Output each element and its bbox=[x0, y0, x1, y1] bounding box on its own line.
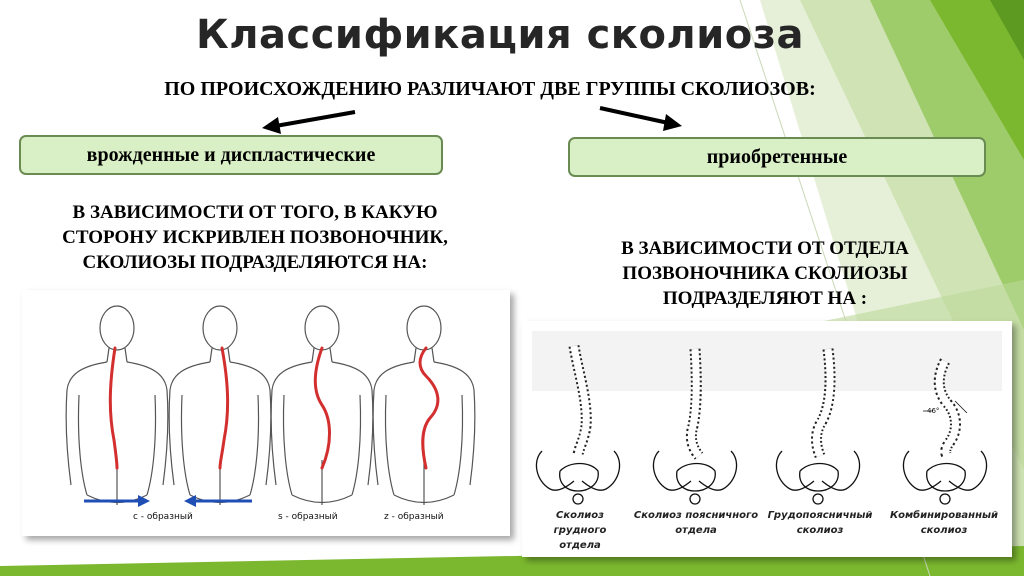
spine-curve bbox=[315, 348, 329, 468]
slide-title: Классификация сколиоза bbox=[196, 12, 804, 58]
left-note bbox=[18, 200, 492, 275]
spine-curve bbox=[110, 348, 117, 468]
angle-label: 46° bbox=[927, 407, 940, 415]
subtitle: ПО ПРОИСХОЖДЕНИЮ РАЗЛИЧАЮТ ДВЕ ГРУППЫ СКОЛИОЗОВ: bbox=[164, 78, 816, 100]
section-label-line: сколиоз bbox=[796, 525, 844, 536]
arrow-left bbox=[270, 112, 355, 127]
group-acquired-box: приобретенные bbox=[568, 137, 986, 177]
back-figure bbox=[66, 306, 168, 505]
direction-arrow-head bbox=[184, 495, 196, 507]
right-note-line: В ЗАВИСИМОСТИ ОТ ОТДЕЛА bbox=[621, 238, 909, 259]
section-label-line: Комбинированный bbox=[889, 510, 999, 521]
section-label-line: сколиоз bbox=[920, 525, 968, 536]
spine-sections-panel bbox=[522, 321, 1012, 557]
section-label-line: Сколиоз грудного bbox=[553, 510, 607, 536]
back-figures-illustration bbox=[22, 290, 510, 536]
arrow-right bbox=[600, 108, 673, 124]
section-label-line: Грудопоясничный bbox=[767, 510, 873, 521]
section-label bbox=[632, 508, 760, 538]
section-label-line: отдела bbox=[559, 540, 601, 551]
shape-label: z - образный bbox=[384, 512, 444, 522]
left-note-line: В ЗАВИСИМОСТИ ОТ ТОГО, В КАКУЮ bbox=[72, 202, 438, 223]
spine-curve bbox=[420, 348, 438, 468]
shape-label: c - образный bbox=[133, 512, 193, 522]
right-note-line: ПОДРАЗДЕЛЯЮТ НА : bbox=[662, 288, 868, 309]
back-figure bbox=[169, 306, 271, 505]
back-figure bbox=[373, 306, 475, 505]
left-note-line: СКОЛИОЗЫ ПОДРАЗДЕЛЯЮТСЯ НА: bbox=[82, 252, 428, 273]
section-label bbox=[762, 508, 878, 538]
section-label bbox=[530, 508, 630, 553]
left-note-line: СТОРОНУ ИСКРИВЛЕН ПОЗВОНОЧНИК, bbox=[62, 227, 448, 248]
spine-curve bbox=[220, 348, 228, 468]
shape-label: s - образный bbox=[278, 512, 338, 522]
right-note-line: ПОЗВОНОЧНИКА СКОЛИОЗЫ bbox=[622, 263, 908, 284]
group-congenital-box: врожденные и диспластические bbox=[19, 135, 443, 175]
section-label-line: Сколиоз поясничного bbox=[633, 510, 759, 521]
arrow-right-head bbox=[663, 114, 682, 131]
section-label bbox=[884, 508, 1004, 538]
curvature-figures-panel bbox=[22, 290, 510, 536]
right-note bbox=[570, 236, 960, 311]
arrow-left-head bbox=[262, 117, 281, 134]
section-label-line: отдела bbox=[675, 525, 717, 536]
